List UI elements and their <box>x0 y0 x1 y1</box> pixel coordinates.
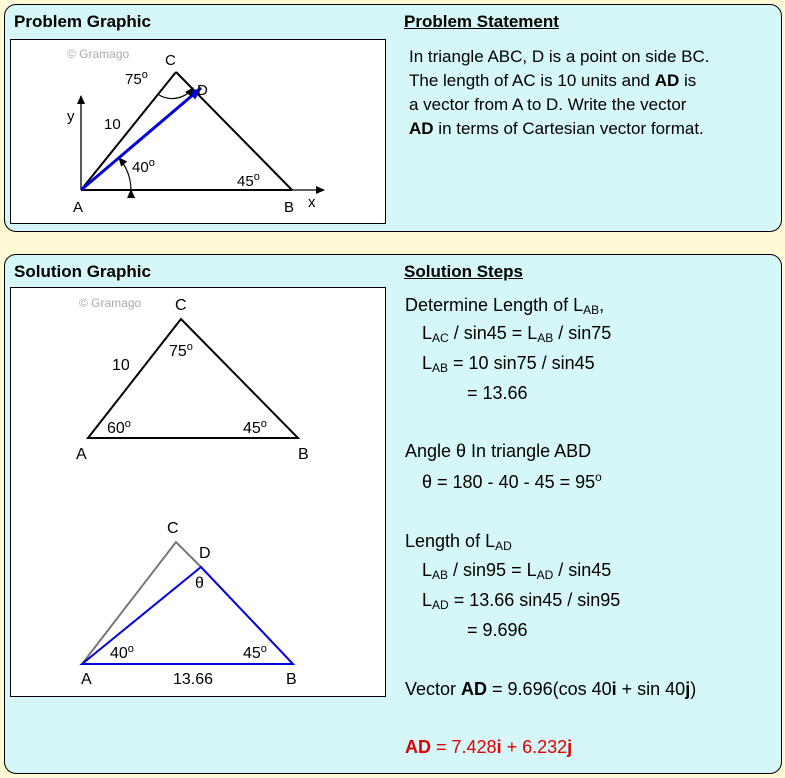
label-d: D <box>199 545 211 562</box>
angle-b-value: 45$^o$ <box>237 171 260 190</box>
angle-a-value: 60$^o$ <box>107 418 131 437</box>
problem-graphic-heading: Problem Graphic <box>14 12 151 31</box>
step-6: $\theta = 180 - 40 - 45 = 95^o$ <box>422 470 602 492</box>
watermark: © Gramago <box>79 296 142 310</box>
step-5: Angle θ In triangle ABD <box>405 441 592 461</box>
angle-a-value: 40$^o$ <box>132 157 155 176</box>
step-7: Length of $L_{AD}$ <box>405 531 512 553</box>
label-c: C <box>165 52 176 69</box>
angle-a-value: 40$^o$ <box>110 643 134 662</box>
label-b: B <box>284 199 295 216</box>
step-4: = 13.66 <box>467 383 528 403</box>
step-9: $L_{AD} = 13.66$ sin45 / sin95 <box>422 590 621 612</box>
problem-statement <box>409 45 779 141</box>
label-a: A <box>81 671 92 688</box>
angle-b-value: 45$^o$ <box>243 418 267 437</box>
label-b: B <box>286 671 297 688</box>
label-side-ac: 10 <box>112 357 130 374</box>
statement-line-1: In triangle ABC, D is a point on side BC. <box>409 47 710 66</box>
label-x: x <box>308 194 316 211</box>
problem-graphic <box>10 39 386 224</box>
solution-graphic-heading: Solution Graphic <box>14 262 151 281</box>
label-d: D <box>197 82 208 99</box>
statement-line-3: a vector from A to D. Write the vector <box>409 95 687 114</box>
side-cb <box>176 72 292 190</box>
angle-c-value: 75$^o$ <box>169 341 193 360</box>
statement-line-4: AD in terms of Cartesian vector format. <box>409 119 704 138</box>
label-c: C <box>175 297 187 314</box>
triangle-abc-gray <box>82 542 201 664</box>
label-a: A <box>73 199 84 216</box>
final-answer: AD = 7.428i + 6.232j <box>405 737 573 757</box>
step-vector: Vector AD = 9.696(cos 40i + sin 40j) <box>405 679 697 699</box>
label-y: y <box>67 108 75 125</box>
label-side-ac: 10 <box>104 116 121 133</box>
angle-arc-c <box>159 88 193 99</box>
statement-line-2: The length of AC is 10 units and AD is <box>409 71 697 90</box>
label-c: C <box>167 520 179 537</box>
angle-arc-a <box>119 158 131 190</box>
solution-steps-heading: Solution Steps <box>404 262 523 281</box>
solution-graphic <box>10 287 386 697</box>
step-3: $L_{AB} = 10$ sin75 / sin45 <box>422 353 595 375</box>
problem-statement-heading: Problem Statement <box>404 12 559 31</box>
label-a: A <box>76 446 87 463</box>
step-8: $L_{AB} / \sin 95 = L_{AD} / \sin 45$ <box>422 560 612 582</box>
step-1: Determine Length of $L_{AB}$, <box>405 295 605 317</box>
side-ac <box>81 72 176 190</box>
label-side-ab: 13.66 <box>173 671 214 688</box>
step-2: $L_{AC} / \sin 45 = L_{AB} / \sin 75$ <box>422 323 612 345</box>
theta-label: θ <box>195 575 204 592</box>
watermark: © Gramago <box>67 47 130 61</box>
angle-c-value: 75$^o$ <box>125 69 148 88</box>
angle-b-value: 45$^o$ <box>243 643 267 662</box>
label-b: B <box>298 446 309 463</box>
step-10: = 9.696 <box>467 620 528 640</box>
